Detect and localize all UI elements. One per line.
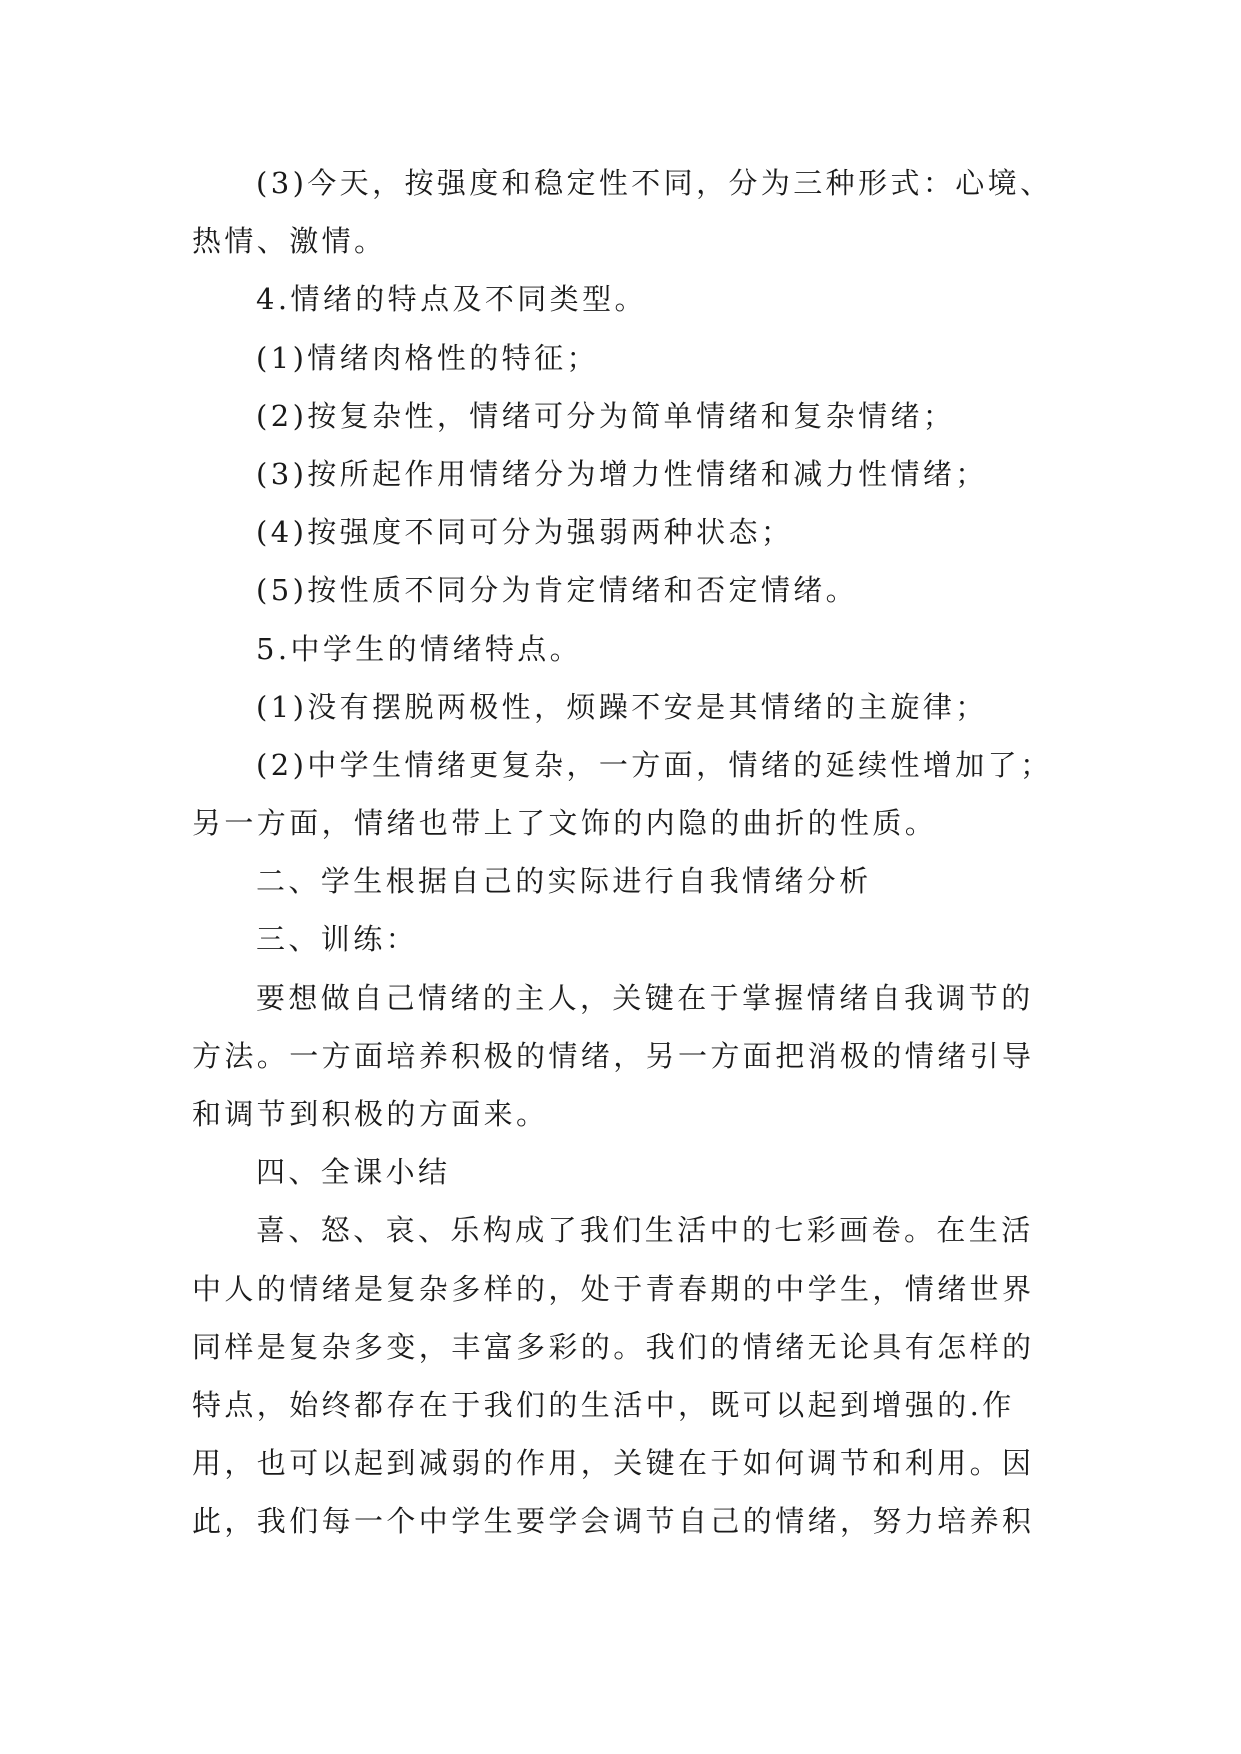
list-item: (1)没有摆脱两极性，烦躁不安是其情绪的主旋律；: [256, 689, 988, 724]
section-heading: 二、学生根据自己的实际进行自我情绪分析: [256, 864, 872, 899]
document-page: [192, 154, 1072, 1551]
text-line: 用，也可以起到减弱的作用，关键在于如何调节和利用。因: [192, 1446, 1035, 1481]
text-line: 同样是复杂多变，丰富多彩的。我们的情绪无论具有怎样的: [192, 1329, 1035, 1364]
list-item: (4)按强度不同可分为强弱两种状态；: [256, 515, 794, 550]
text-line: (3)今天，按强度和稳定性不同，分为三种形式：心境、: [256, 166, 1053, 200]
list-item: (2)按复杂性，情绪可分为简单情绪和复杂情绪；: [256, 398, 956, 433]
list-item: (2)中学生情绪更复杂，一方面，情绪的延续性增加了；: [256, 747, 1053, 782]
text-line: 此，我们每一个中学生要学会调节自己的情绪，努力培养积: [192, 1504, 1035, 1539]
list-item: (5)按性质不同分为肯定情绪和否定情绪。: [256, 573, 859, 608]
text-line: 和调节到积极的方面来。: [192, 1097, 549, 1131]
text-line: 方法。一方面培养积极的情绪，另一方面把消极的情绪引导: [192, 1038, 1035, 1073]
list-item: (1)情绪肉格性的特征；: [256, 340, 599, 375]
text-line: 中人的情绪是复杂多样的，处于青春期的中学生，情绪世界: [192, 1271, 1035, 1306]
text-line: 热情、激情。: [192, 224, 387, 259]
list-item: (3)按所起作用情绪分为增力性情绪和减力性情绪；: [256, 456, 988, 491]
text-line: 特点，始终都存在于我们的生活中，既可以起到增强的.作: [192, 1387, 1015, 1422]
text-line: 另一方面，情绪也带上了文饰的内隐的曲折的性质。: [192, 806, 938, 841]
text-line: 要想做自己情绪的主人，关键在于掌握情绪自我调节的: [256, 980, 1034, 1015]
section-heading: 三、训练：: [256, 922, 419, 957]
section-heading: 4.情绪的特点及不同类型。: [256, 282, 647, 317]
section-heading: 5.中学生的情绪特点。: [256, 631, 583, 666]
text-line: 喜、怒、哀、乐构成了我们生活中的七彩画卷。在生活: [256, 1213, 1034, 1248]
section-heading: 四、全课小结: [256, 1155, 451, 1190]
